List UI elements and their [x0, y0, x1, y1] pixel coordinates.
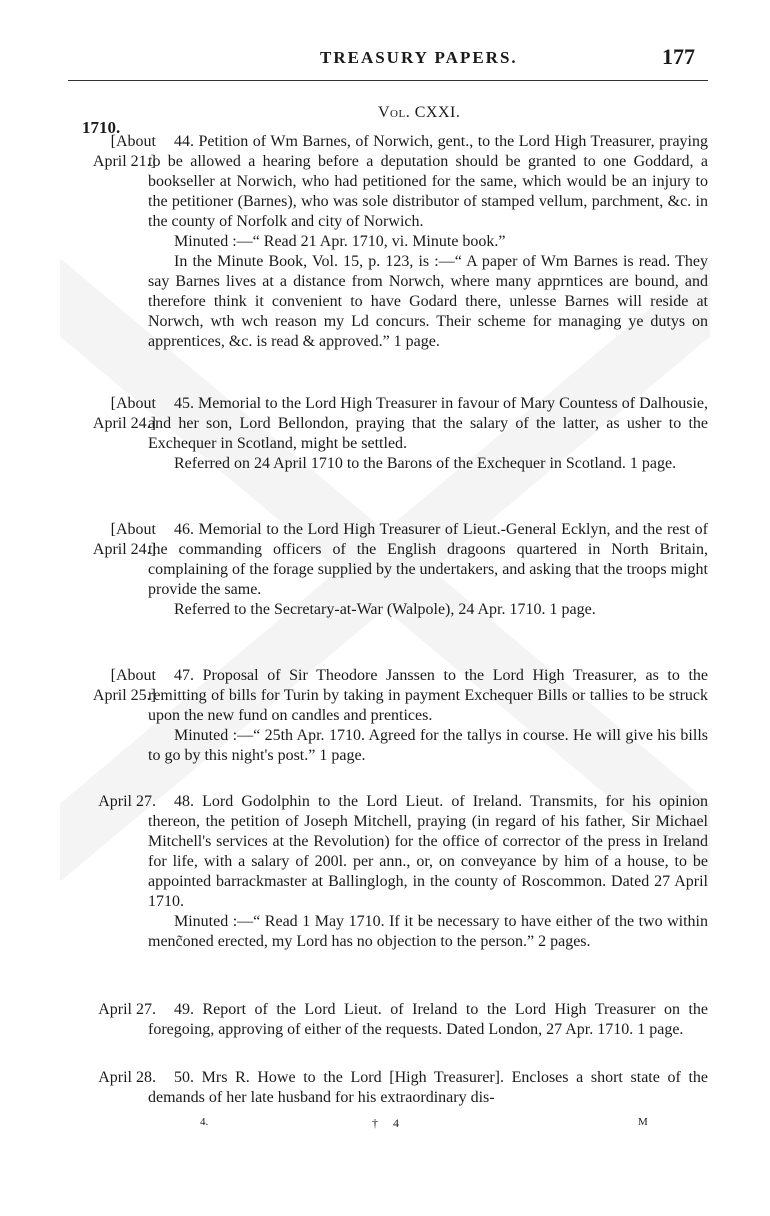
page-number: 177: [662, 44, 695, 69]
entry-date: [About April 25.]: [92, 667, 156, 704]
entry-date: [About April 24.]: [92, 521, 156, 558]
printer-mark: M: [638, 1116, 648, 1128]
entry-paragraph: 50. Mrs R. Howe to the Lord [High Treasurer]. Encloses a short state of the demands of her late husband for his extraordinary dis-: [148, 1069, 708, 1106]
entry-date: [About April 24.]: [92, 395, 156, 432]
sheet-mark: † 4: [372, 1116, 405, 1130]
entry-body: [148, 132, 708, 352]
entry-paragraph: 44. Petition of Wm Barnes, of Norwich, gent., to the Lord High Treasurer, praying to be allowed a hearing before a deputation should be granted to one Goddard, a bookseller at Norwich, who had petitioned for the same, which would be an injury to the petitioner (Barnes), who was sole distributor of stamped vellum, parchment, &c. in the county of Norfolk and city of Norwich.: [148, 133, 708, 230]
entry-body: [148, 520, 708, 620]
signature-mark: 4.: [200, 1116, 209, 1128]
entry-minute: Minuted :—“ 25th Apr. 1710. Agreed for the tallys in course. He will give his bills to go by this night's post.” 1 page.: [148, 727, 708, 764]
entry-paragraph: 48. Lord Godolphin to the Lord Lieut. of Ireland. Transmits, for his opinion thereon, the petition of Joseph Mitchell, praying (in regard of his father, Sir Michael Mitchell's services at the Revolution) for the office of corrector of the press in Ireland for life, with a salary of 200l. per ann., or, on conveyance by him of a house, to be appointed barrackmaster at Ballinglogh, in the county of Roscommon. Dated 27 April 1710.: [148, 793, 708, 910]
entry-minute: Minuted :—“ Read 21 Apr. 1710, vi. Minute book.”: [174, 233, 506, 250]
entry-referral: Referred to the Secretary-at-War (Walpole), 24 Apr. 1710. 1 page.: [174, 601, 596, 618]
entry-body: [148, 792, 708, 952]
entry-paragraph: 46. Memorial to the Lord High Treasurer of Lieut.-General Ecklyn, and the rest of the commanding officers of the English dragoons quartered in North Britain, complaining of the forage supplied by the undertakers, and asking that the troops might provide the same.: [148, 521, 708, 598]
entry-body: [148, 394, 708, 474]
entry-date: April 28.: [98, 1069, 156, 1086]
entry-date: April 27.: [98, 793, 156, 810]
entry-note: In the Minute Book, Vol. 15, p. 123, is :—“ A paper of Wm Barnes is read. They say Barnes lives at a distance from Norwch, where many apprntices are bound, and therefore think it convenient to have Godard there, unlesse Barnes will reside at Norwch, wth wch reason my Ld concurs. Their scheme for managing ye dutys on apprentices, &c. is read & approved.” 1 page.: [148, 253, 708, 350]
year-label: 1710.: [82, 118, 121, 137]
entry-date: April 27.: [98, 1001, 156, 1018]
entry-date: [About April 21.]: [92, 133, 156, 170]
entry-paragraph: 45. Memorial to the Lord High Treasurer in favour of Mary Countess of Dalhousie, and her son, Lord Bellondon, praying that the salary of the latter, as usher to the Exchequer in Scotland, might be settled.: [148, 395, 708, 452]
running-head: [0, 44, 770, 72]
entry-paragraph: 47. Proposal of Sir Theodore Janssen to the Lord High Treasurer, as to the remitting of bills for Turin by taking in payment Exchequer Bills or tallies to be struck upon the new fund on candles and prentices.: [148, 667, 708, 724]
entry-body: [148, 1000, 708, 1040]
entry-minute: Minuted :—“ Read 1 May 1710. If it be necessary to have either of the two within menc̃oned erected, my Lord has no objection to the person.” 2 pages.: [148, 913, 708, 950]
running-title: TREASURY PAPERS.: [320, 48, 518, 67]
entry-body: [148, 666, 708, 766]
entry-paragraph: 49. Report of the Lord Lieut. of Ireland to the Lord High Treasurer on the foregoing, approving of either of the requests. Dated London, 27 Apr. 1710. 1 page.: [148, 1001, 708, 1038]
entry-body: [148, 1068, 708, 1108]
volume-heading: Vol. CXXI.: [378, 104, 461, 121]
header-rule: [68, 80, 708, 81]
entry-referral: Referred on 24 April 1710 to the Barons of the Exchequer in Scotland. 1 page.: [174, 455, 677, 472]
